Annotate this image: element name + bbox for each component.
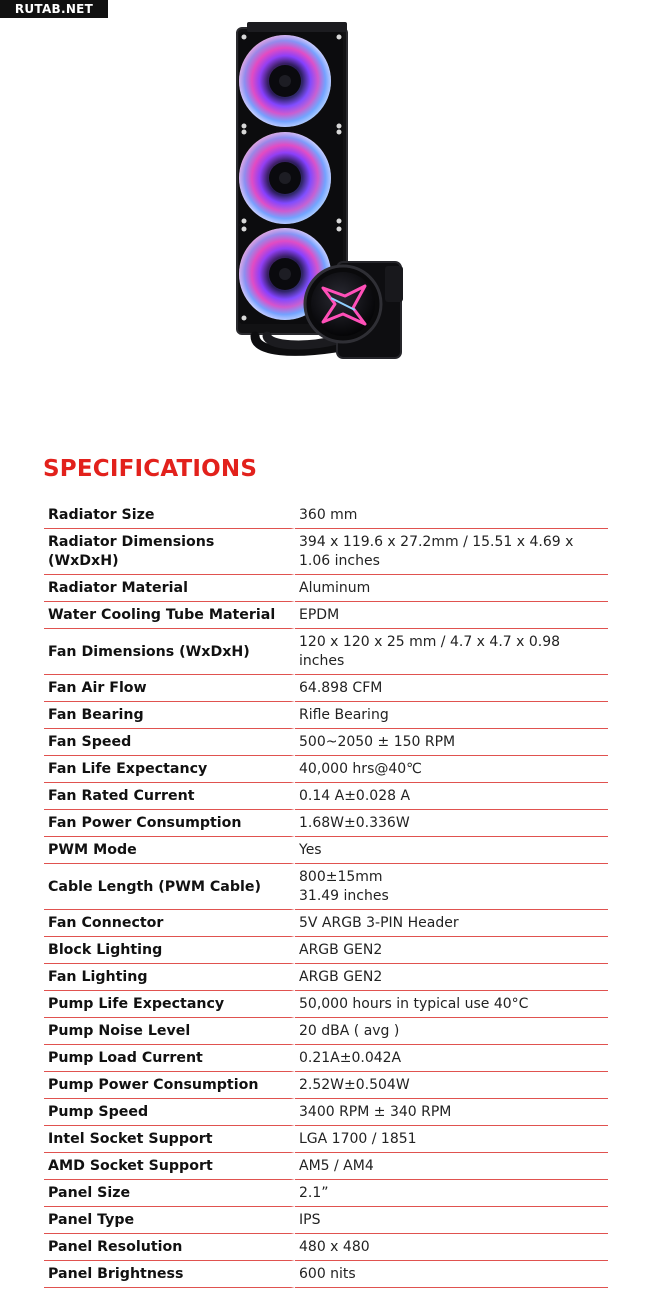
spec-value: ARGB GEN2 <box>295 964 608 991</box>
spec-label: PWM Mode <box>44 837 295 864</box>
table-row <box>44 1207 608 1234</box>
table-row <box>44 1180 608 1207</box>
spec-label: Fan Connector <box>44 910 295 937</box>
spec-value: 2.1” <box>295 1180 608 1207</box>
spec-label: Radiator Dimensions (WxDxH) <box>44 529 295 575</box>
spec-value: 0.14 A±0.028 A <box>295 783 608 810</box>
table-row <box>44 1099 608 1126</box>
spec-value-line: 31.49 inches <box>299 888 389 904</box>
spec-label: Pump Load Current <box>44 1045 295 1072</box>
msi-dragon-logo-icon <box>305 266 381 342</box>
spec-label: Pump Speed <box>44 1099 295 1126</box>
table-row <box>44 502 608 529</box>
spec-value: 5V ARGB 3-PIN Header <box>295 910 608 937</box>
table-row <box>44 964 608 991</box>
table-row <box>44 837 608 864</box>
spec-label: Pump Life Expectancy <box>44 991 295 1018</box>
spec-value: Yes <box>295 837 608 864</box>
table-row <box>44 575 608 602</box>
spec-label: AMD Socket Support <box>44 1153 295 1180</box>
spec-label: Panel Size <box>44 1180 295 1207</box>
spec-value: 360 mm <box>295 502 608 529</box>
table-row <box>44 1072 608 1099</box>
spec-value: 2.52W±0.504W <box>295 1072 608 1099</box>
table-row <box>44 1234 608 1261</box>
spec-value: Rifle Bearing <box>295 702 608 729</box>
specifications-table <box>44 502 608 1288</box>
spec-value: 40,000 hrs@40℃ <box>295 756 608 783</box>
aio-liquid-cooler-icon <box>225 18 415 363</box>
spec-value: AM5 / AM4 <box>295 1153 608 1180</box>
spec-label: Fan Air Flow <box>44 675 295 702</box>
table-row <box>44 675 608 702</box>
page-title: SPECIFICATIONS <box>43 456 258 482</box>
spec-label: Fan Speed <box>44 729 295 756</box>
spec-label: Cable Length (PWM Cable) <box>44 864 295 910</box>
spec-label: Intel Socket Support <box>44 1126 295 1153</box>
spec-label: Pump Power Consumption <box>44 1072 295 1099</box>
table-row <box>44 937 608 964</box>
table-row <box>44 1126 608 1153</box>
spec-label: Panel Brightness <box>44 1261 295 1288</box>
table-row <box>44 864 608 910</box>
fan-top-icon <box>239 32 343 130</box>
spec-value <box>295 864 608 910</box>
spec-label: Block Lighting <box>44 937 295 964</box>
table-row <box>44 602 608 629</box>
table-row <box>44 910 608 937</box>
table-row <box>44 1018 608 1045</box>
spec-value: 1.68W±0.336W <box>295 810 608 837</box>
spec-value: 64.898 CFM <box>295 675 608 702</box>
spec-value: 3400 RPM ± 340 RPM <box>295 1099 608 1126</box>
spec-value: EPDM <box>295 602 608 629</box>
spec-value: 480 x 480 <box>295 1234 608 1261</box>
table-row <box>44 702 608 729</box>
table-row <box>44 529 608 575</box>
table-row <box>44 1045 608 1072</box>
spec-value: LGA 1700 / 1851 <box>295 1126 608 1153</box>
table-row <box>44 1261 608 1288</box>
table-row <box>44 756 608 783</box>
spec-value-line: 800±15mm <box>299 869 383 885</box>
spec-value: 394 x 119.6 x 27.2mm / 15.51 x 4.69 x 1.06 inches <box>295 529 608 575</box>
spec-value: IPS <box>295 1207 608 1234</box>
spec-label: Water Cooling Tube Material <box>44 602 295 629</box>
spec-value: 600 nits <box>295 1261 608 1288</box>
table-row <box>44 810 608 837</box>
spec-label: Fan Power Consumption <box>44 810 295 837</box>
spec-value: 500~2050 ± 150 RPM <box>295 729 608 756</box>
spec-value: 20 dBA ( avg ) <box>295 1018 608 1045</box>
table-row <box>44 1153 608 1180</box>
site-watermark: RUTAB.NET <box>0 0 108 18</box>
fan-middle-icon <box>239 128 343 226</box>
spec-value: 50,000 hours in typical use 40°C <box>295 991 608 1018</box>
spec-label: Fan Life Expectancy <box>44 756 295 783</box>
spec-label: Panel Type <box>44 1207 295 1234</box>
table-row <box>44 629 608 675</box>
spec-label: Fan Lighting <box>44 964 295 991</box>
spec-value: 120 x 120 x 25 mm / 4.7 x 4.7 x 0.98 inches <box>295 629 608 675</box>
spec-value: Aluminum <box>295 575 608 602</box>
spec-value: ARGB GEN2 <box>295 937 608 964</box>
table-row <box>44 729 608 756</box>
table-row <box>44 991 608 1018</box>
table-row <box>44 783 608 810</box>
spec-label: Fan Dimensions (WxDxH) <box>44 629 295 675</box>
spec-value: 0.21A±0.042A <box>295 1045 608 1072</box>
spec-label: Fan Rated Current <box>44 783 295 810</box>
spec-label: Radiator Material <box>44 575 295 602</box>
spec-label: Radiator Size <box>44 502 295 529</box>
spec-label: Fan Bearing <box>44 702 295 729</box>
spec-label: Panel Resolution <box>44 1234 295 1261</box>
spec-label: Pump Noise Level <box>44 1018 295 1045</box>
